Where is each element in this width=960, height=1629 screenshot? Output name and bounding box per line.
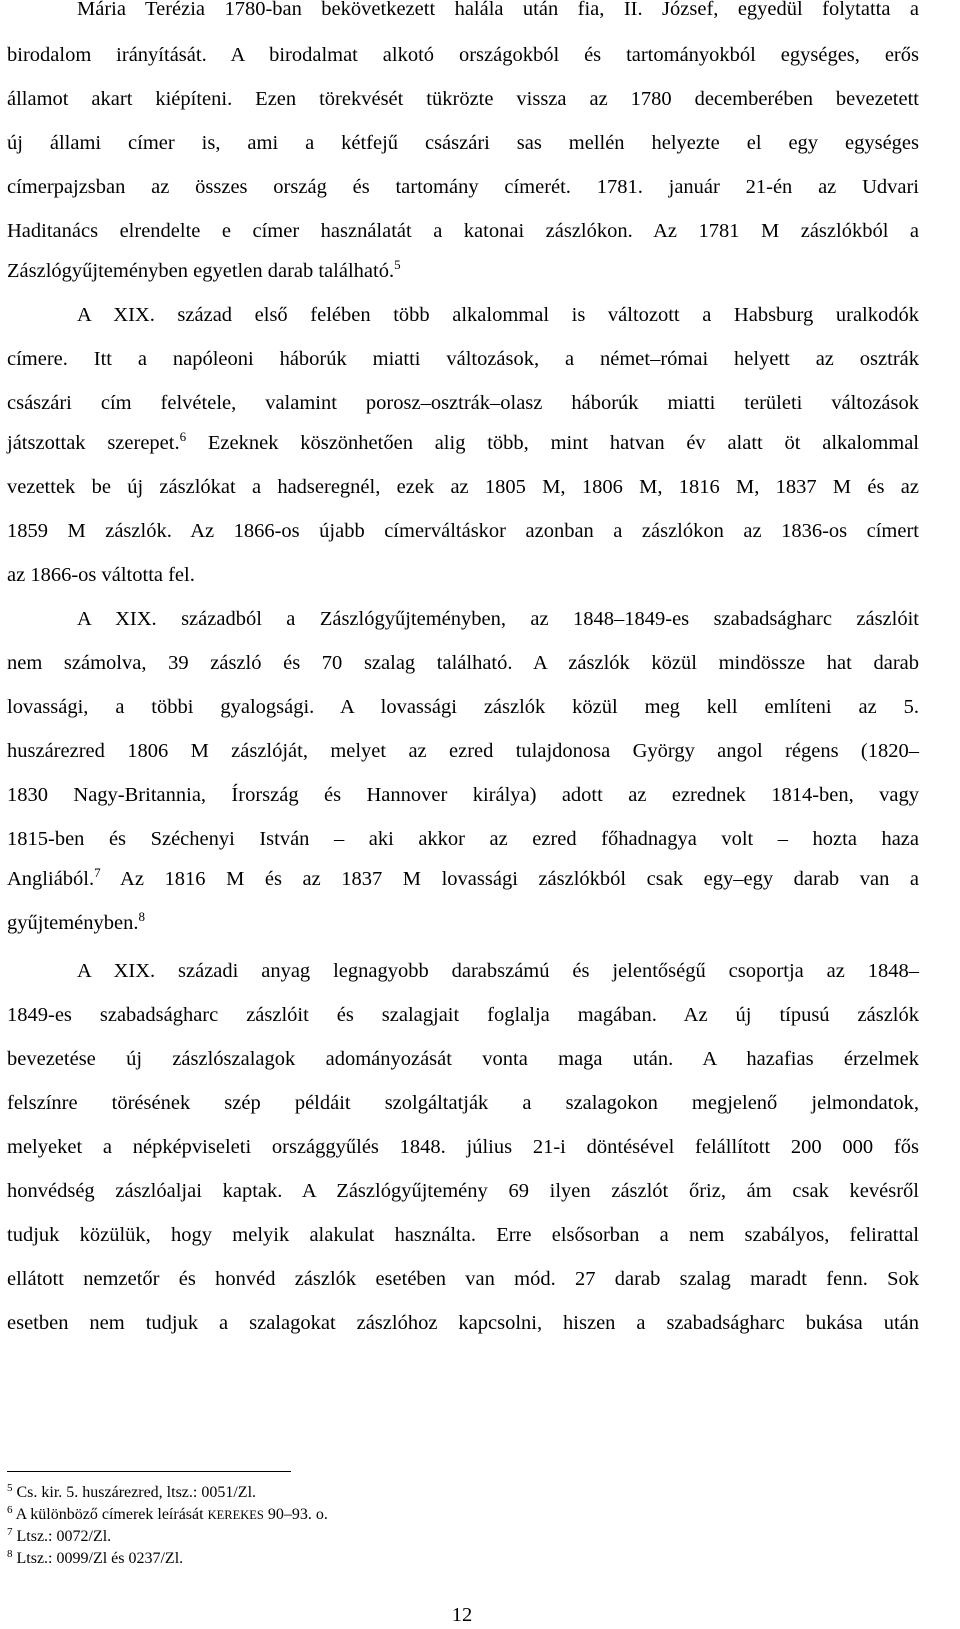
footnote-number: 6 [7, 1504, 13, 1516]
text-span: Zászlógyűjteményben egyetlen darab található. [7, 260, 395, 282]
text-line: Haditanács elrendelte e címer használatát a katonai zászlókon. Az 1781 M zászlókból a [7, 220, 919, 242]
footnote-text: A különböző címerek leírását [15, 1506, 208, 1523]
footnote-ref[interactable]: 8 [138, 909, 146, 924]
page-number: 12 [451, 1604, 473, 1626]
text-line: A XIX. századból a Zászlógyűjteményben, az 1848–1849-es szabadságharc zászlóit [77, 608, 919, 630]
footnote-text: 90–93. o. [263, 1506, 328, 1523]
text-line: bevezetése új zászlószalagok adományozását vonta maga után. A hazafias érzelmek [7, 1048, 919, 1070]
footnote-text: Cs. kir. 5. huszárezred, ltsz.: 0051/Zl. [16, 1484, 257, 1501]
text-line: császári cím felvétele, valamint porosz–osztrák–olasz háborúk miatti területi változások [7, 392, 919, 414]
text-span: Angliából. [7, 868, 95, 890]
footnote-number: 5 [7, 1482, 13, 1494]
text-line: címerpajzsban az összes ország és tartomány címerét. 1781. január 21-én az Udvari [7, 176, 919, 198]
footnote-number: 8 [7, 1548, 13, 1560]
footnote-ref[interactable]: 7 [94, 865, 101, 880]
footnote-number: 7 [7, 1526, 13, 1538]
text-line: államot akart kiépíteni. Ezen törekvését tükrözte vissza az 1780 decemberében bevezetett [7, 88, 919, 110]
text-line: esetben nem tudjuk a szalagokat zászlóhoz kapcsolni, hiszen a szabadságharc bukása után [7, 1312, 919, 1334]
text-line [7, 430, 919, 456]
footnote-ref[interactable]: 6 [179, 429, 187, 444]
footnote-author: KEREKES [207, 1508, 264, 1522]
text-span: gyűjteményben. [7, 912, 139, 934]
text-line [7, 258, 919, 284]
text-line: ellátott nemzetőr és honvéd zászlók esetében van mód. 27 darab szalag maradt fenn. Sok [7, 1268, 919, 1290]
text-span: Ezeknek köszönhetően alig több, mint hatvan év alatt öt alkalommal [186, 432, 920, 454]
footnote-text: Ltsz.: 0099/Zl és 0237/Zl. [16, 1550, 184, 1567]
footnote-separator [7, 1471, 291, 1472]
text-line: az 1866-os váltotta fel. [7, 564, 195, 586]
text-line: 1859 M zászlók. Az 1866-os újabb címerváltáskor azonban a zászlókon az 1836-os címert [7, 520, 919, 542]
text-line [7, 866, 919, 892]
text-line: melyeket a népképviseleti országgyűlés 1848. július 21-i döntésével felállított 200 000 fős [7, 1136, 919, 1158]
text-span: játszottak szerepet. [7, 432, 180, 454]
text-line [7, 910, 919, 936]
text-line: vezettek be új zászlókat a hadseregnél, ezek az 1805 M, 1806 M, 1816 M, 1837 M és az [7, 476, 919, 498]
text-line: honvédség zászlóaljai kaptak. A Zászlógyűjtemény 69 ilyen zászlót őriz, ám csak kevésről [7, 1180, 919, 1202]
text-line: új állami címer is, ami a kétfejű császári sas mellén helyezte el egy egységes [7, 132, 919, 154]
text-line: 1815-ben és Széchenyi István – aki akkor az ezred főhadnagya volt – hozta haza [7, 828, 919, 850]
text-line: Mária Terézia 1780-ban bekövetkezett halála után fia, II. József, egyedül folytatta a [77, 0, 919, 20]
text-line: címere. Itt a napóleoni háborúk miatti változások, a német–római helyett az osztrák [7, 348, 919, 370]
text-line: huszárezred 1806 M zászlóját, melyet az ezred tulajdonosa György angol régens (1820– [7, 740, 919, 762]
text-line: 1849-es szabadságharc zászlóit és szalagjait foglalja magában. Az új típusú zászlók [7, 1004, 919, 1026]
text-line: tudjuk közülük, hogy melyik alakulat használta. Erre elsősorban a nem szabályos, felirattal [7, 1224, 919, 1246]
footnote-text: Ltsz.: 0072/Zl. [16, 1528, 112, 1545]
footnote-6 [7, 1506, 328, 1524]
text-line: birodalom irányítását. A birodalmat alkotó országokból és tartományokból egységes, erős [7, 44, 919, 66]
text-span: Az 1816 M és az 1837 M lovassági zászlókból csak egy–egy darab van a [100, 868, 919, 890]
text-line: lovassági, a többi gyalogsági. A lovassági zászlók közül meg kell említeni az 5. [7, 696, 919, 718]
text-line: felszínre törésének szép példáit szolgáltatják a szalagokon megjelenő jelmondatok, [7, 1092, 919, 1114]
text-line: nem számolva, 39 zászló és 70 szalag található. A zászlók közül mindössze hat darab [7, 652, 919, 674]
text-line: 1830 Nagy-Britannia, Írország és Hannover királya) adott az ezrednek 1814-ben, vagy [7, 784, 919, 806]
text-line: A XIX. század első felében több alkalommal is változott a Habsburg uralkodók [77, 304, 919, 326]
footnote-ref[interactable]: 5 [394, 257, 401, 272]
text-line: A XIX. századi anyag legnagyobb darabszámú és jelentőségű csoportja az 1848– [77, 960, 919, 982]
footnote-7 [7, 1528, 111, 1546]
footnote-5 [7, 1484, 256, 1502]
footnote-8 [7, 1550, 183, 1568]
